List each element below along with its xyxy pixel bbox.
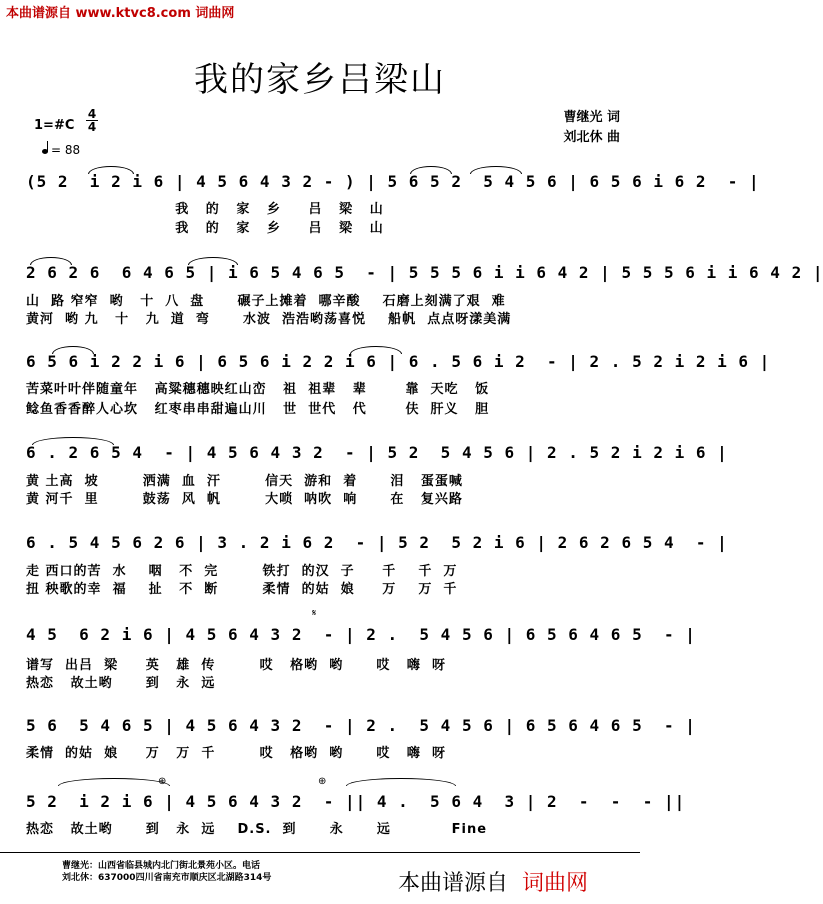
slur [346, 778, 456, 786]
watermark [398, 866, 588, 897]
lyric-row-3a: 苦菜叶叶伴随童年 高粱穗穗映红山峦 祖 祖辈 辈 靠 天吃 饭 [26, 382, 490, 397]
lyric-row-1b: 我 的 家 乡 吕 梁 山 [26, 221, 384, 236]
time-signature [86, 108, 98, 133]
coda-icon-2: ⊕ [318, 776, 327, 787]
composer-address: 刘北休：637000四川省南充市顺庆区北湖路314号 [62, 873, 272, 883]
credits [530, 108, 620, 148]
lyric-row-5b: 扭 秧歌的幸 福 扯 不 断 柔情 的姑 娘 万 万 千 [26, 582, 458, 597]
slur [52, 346, 94, 354]
lyric-row-6b: 热恋 故土哟 到 永 远 [26, 676, 216, 691]
lyric-row-3b: 鲶鱼香香醉人心坎 红枣串串甜遍山川 世 世代 代 伕 肝义 胆 [26, 402, 490, 417]
tempo-value: = 88 [51, 143, 81, 157]
contact-info [62, 860, 271, 884]
segno-icon: 𝄋 [312, 608, 317, 619]
time-signature-bottom: 4 [87, 120, 97, 134]
slur [410, 166, 452, 174]
tempo-mark [42, 143, 80, 157]
watermark-source: 本曲谱源自 [398, 871, 509, 896]
slur [188, 257, 238, 265]
slur [58, 778, 170, 786]
lyric-row-1a: 我 的 家 乡 吕 梁 山 [26, 202, 384, 217]
coda-icon: ⊕ [158, 776, 167, 787]
slur [30, 257, 72, 265]
lyric-row-8a: 热恋 故土哟 到 永 远 D.S. 到 永 远 Fine [26, 822, 488, 837]
composer: 刘北休 曲 [563, 130, 620, 145]
music-row-5: 6 . 5 4 5 6 2 6 | 3 . 2 i 6 2 - | 5 2 5 2 i 6 | 2 6 2 6 5 4 - | [26, 533, 728, 552]
time-signature-top: 4 [87, 107, 97, 121]
music-row-1: (5 2 i 2 i 6 | 4 5 6 4 3 2 - ) | 5 6 5 2 5 4 5 6 | 6 5 6 i 6 2 - | [26, 172, 760, 191]
slur [88, 166, 134, 174]
music-row-8: 5 2 i 2 i 6 | 4 5 6 4 3 2 - || 4 . 5 6 4 3 | 2 - - - || [26, 792, 686, 811]
music-row-7: 5 6 5 4 6 5 | 4 5 6 4 3 2 - | 2 . 5 4 5 6 | 6 5 6 4 6 5 - | [26, 716, 696, 735]
lyricist-address: 曹继光：山西省临县城内北门街北景苑小区。电话 [62, 861, 261, 871]
quarter-note-icon [42, 149, 48, 154]
slur [470, 166, 522, 174]
music-row-4: 6 . 2 6 5 4 - | 4 5 6 4 3 2 - | 5 2 5 4 5 6 | 2 . 5 2 i 2 i 6 | [26, 443, 728, 462]
lyricist: 曹继光 词 [563, 110, 620, 125]
lyric-row-4b: 黄 河千 里 鼓荡 风 帆 大唢 呐吹 响 在 复兴路 [26, 492, 463, 507]
lyric-row-5a: 走 西口的苦 水 咽 不 完 铁打 的汉 子 千 千 万 [26, 564, 458, 579]
lyric-row-7a: 柔情 的姑 娘 万 万 千 哎 格哟 哟 哎 嗨 呀 [26, 746, 446, 761]
music-row-2: 2 6 2 6 6 4 6 5 | i 6 5 4 6 5 - | 5 5 5 6 i i 6 4 2 | 5 5 5 6 i i 6 4 2 | [26, 263, 823, 282]
music-row-6: 4 5 6 2 i 6 | 4 5 6 4 3 2 - | 2 . 5 4 5 6 | 6 5 6 4 6 5 - | [26, 625, 696, 644]
lyric-row-2b: 黄河 哟 九 十 九 道 弯 水波 浩浩哟荡喜悦 船帆 点点呀漾美满 [26, 312, 512, 327]
watermark-site: 词曲网 [522, 871, 589, 896]
lyric-row-2a: 山 路 窄窄 哟 十 八 盘 碾子上摊着 哪辛酸 石磨上刻满了艰 难 [26, 294, 506, 309]
music-row-3: 6 5 6 i 2 2 i 6 | 6 5 6 i 2 2 i 6 | 6 . 5 6 i 2 - | 2 . 5 2 i 2 i 6 | [26, 352, 771, 371]
footer-divider [0, 852, 640, 853]
lyric-row-6a: 谱写 出吕 梁 英 雄 传 哎 格哟 哟 哎 嗨 呀 [26, 658, 446, 673]
key-signature: 1=#C [34, 118, 75, 133]
lyric-row-4a: 黄 土高 坡 洒满 血 汗 信天 游和 着 泪 蛋蛋喊 [26, 474, 463, 489]
source-header: 本曲谱源自 www.ktvc8.com 词曲网 [6, 6, 235, 21]
slur [350, 346, 402, 354]
song-title: 我的家乡吕梁山 [194, 60, 446, 100]
slur [32, 437, 114, 445]
